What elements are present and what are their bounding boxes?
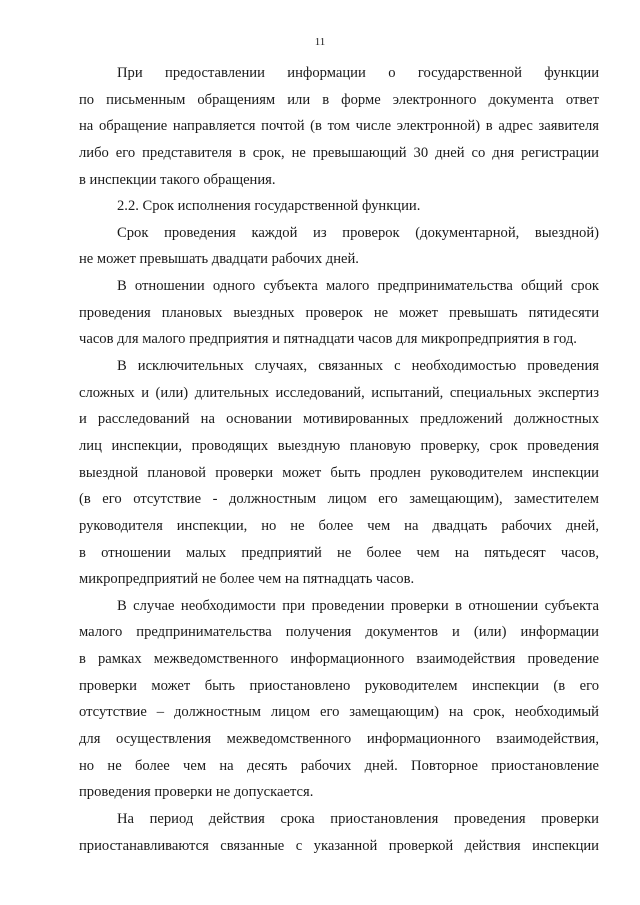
text-line: приостанавливаются связанные с указанной проверкой действия инспекции [79, 837, 599, 854]
text-line: и расследований на основании мотивированных предложений должностных [79, 411, 599, 428]
text-line: проверки может быть приостановлено руководителем инспекции (в его [79, 677, 599, 694]
text-line: выездной плановой проверки может быть продлен руководителем инспекции [79, 464, 599, 481]
paragraph [79, 193, 599, 220]
text-line: по письменным обращениям или в форме электронного документа ответ [79, 91, 599, 108]
text-line: В исключительных случаях, связанных с необходимостью проведения [117, 358, 599, 375]
paragraph [79, 353, 599, 593]
document-body [79, 60, 599, 859]
text-line: При предоставлении информации о государственной функции [117, 65, 599, 81]
text-line: малого предпринимательства получения документов и (или) информации [79, 624, 599, 641]
text-line: часов для малого предприятия и пятнадцати часов для микропредприятия в год. [79, 331, 577, 348]
paragraph [79, 273, 599, 353]
text-line: В отношении одного субъекта малого предпринимательства общий срок [117, 278, 599, 295]
text-line: проведения проверки не допускается. [79, 784, 314, 801]
text-line: на обращение направляется почтой (в том числе электронной) в адрес заявителя [79, 118, 599, 135]
text-line: руководителя инспекции, но не более чем на двадцать рабочих дней, [79, 517, 599, 534]
text-line: в отношении малых предприятий не более чем на пятьдесят часов, [79, 544, 599, 561]
text-line: отсутствие – должностным лицом его замещающим) на срок, необходимый [79, 704, 599, 721]
text-line: (в его отсутствие - должностным лицом его замещающим), заместителем [79, 491, 599, 508]
text-line: лиц инспекции, проводящих выездную плановую проверку, срок проведения [79, 437, 599, 454]
paragraph [79, 593, 599, 806]
paragraph [79, 60, 599, 193]
text-line: в рамках межведомственного информационного взаимодействия проведение [79, 651, 599, 668]
text-line: На период действия срока приостановления проведения проверки [117, 810, 599, 827]
text-line: но не более чем на десять рабочих дней. Повторное приостановление [79, 757, 599, 774]
text-line: в инспекции такого обращения. [79, 171, 276, 188]
text-line: Срок проведения каждой из проверок (документарной, выездной) [117, 224, 599, 241]
text-line: 2.2. Срок исполнения государственной функции. [117, 198, 421, 215]
text-line: сложных и (или) длительных исследований, испытаний, специальных экспертиз [79, 384, 599, 401]
paragraph [79, 220, 599, 273]
text-line: для осуществления межведомственного информационного взаимодействия, [79, 731, 599, 748]
text-line: либо его представителя в срок, не превышающий 30 дней со дня регистрации [79, 144, 599, 161]
text-line: В случае необходимости при проведении проверки в отношении субъекта [117, 597, 599, 614]
text-line: проведения плановых выездных проверок не может превышать пятидесяти [79, 304, 599, 321]
text-line: не может превышать двадцати рабочих дней. [79, 251, 359, 268]
paragraph [79, 806, 599, 859]
text-line: микропредприятий не более чем на пятнадцать часов. [79, 571, 415, 588]
page-number: 11 [314, 36, 326, 48]
